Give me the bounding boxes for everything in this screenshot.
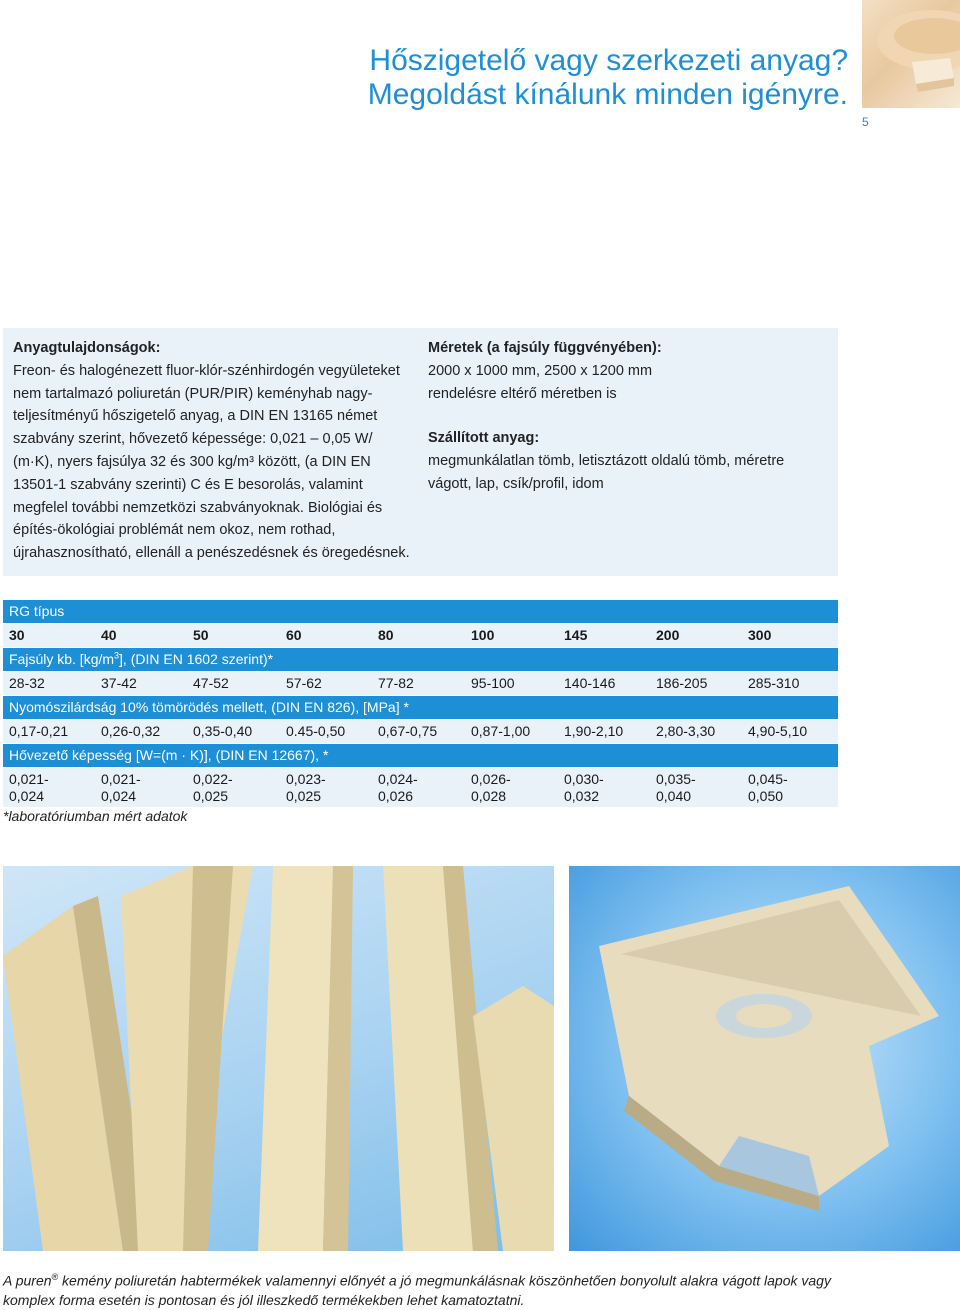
conductivity-cell-bottom: 0,028 xyxy=(471,788,507,804)
conductivity-cell-top: 0,030- xyxy=(564,771,604,787)
types-cell: 40 xyxy=(101,627,117,643)
density-cell: 140-146 xyxy=(564,675,616,691)
registered-mark: ® xyxy=(51,1272,59,1282)
compressive-cell: 0,35-0,40 xyxy=(193,723,253,739)
foam-boards-photo xyxy=(3,866,554,1251)
page-number: 5 xyxy=(862,115,869,129)
conductivity-cell-bottom: 0,032 xyxy=(564,788,600,804)
density-cell: 47-52 xyxy=(193,675,229,691)
conductivity-cell-top: 0,022- xyxy=(193,771,233,787)
compressive-cell: 0.45-0,50 xyxy=(286,723,346,739)
properties-line: (m·K), nyers fajsúlya 32 és 300 kg/m³ között, (a DIN EN xyxy=(13,453,371,470)
compressive-cell: 0,87-1,00 xyxy=(471,723,531,739)
conductivity-cell-bottom: 0,024 xyxy=(101,788,137,804)
conductivity-cell-bottom: 0,050 xyxy=(748,788,784,804)
conductivity-cell xyxy=(193,771,273,805)
properties-line: építés-ökológiai problémát nem okoz, nem rothad, xyxy=(13,522,336,539)
conductivity-row xyxy=(3,768,838,807)
compressive-cell: 0,26-0,32 xyxy=(101,723,161,739)
dimensions-line: 2000 x 1000 mm, 2500 x 1200 mm xyxy=(428,362,653,379)
density-cell: 57-62 xyxy=(286,675,322,691)
properties-line: Freon- és halogénezett fluor-klór-szénhirdogén vegyületeket xyxy=(13,362,400,379)
conductivity-cell xyxy=(286,771,366,805)
conductivity-cell xyxy=(564,771,644,805)
dimensions-line: rendelésre eltérő méretben is xyxy=(428,385,617,402)
types-cell: 145 xyxy=(564,627,588,643)
caption-text-start: A puren xyxy=(3,1272,52,1289)
properties-line: nem tartalmazó poliuretán (PUR/PIR) keményhab nagy- xyxy=(13,385,373,402)
types-cell: 300 xyxy=(748,627,772,643)
conductivity-cell-top: 0,026- xyxy=(471,771,511,787)
headline-line-2: Megoldást kínálunk minden igényre. xyxy=(367,78,848,111)
density-cell: 285-310 xyxy=(748,675,800,691)
density-cell: 28-32 xyxy=(9,675,45,691)
spec-table xyxy=(3,600,838,808)
dimensions-delivery xyxy=(428,337,828,496)
conductivity-cell-top: 0,045- xyxy=(748,771,788,787)
type-row xyxy=(3,624,838,647)
conductivity-cell-top: 0,021- xyxy=(101,771,141,787)
properties-line: teljesítményű hőszigetelő anyag, a DIN EN 13165 német xyxy=(13,408,378,425)
conductivity-cell-top: 0,024- xyxy=(378,771,418,787)
material-properties xyxy=(13,337,413,565)
delivery-line: megmunkálatlan tömb, letisztázott oldalú tömb, méretre xyxy=(428,453,785,470)
conductivity-cell-bottom: 0,025 xyxy=(193,788,229,804)
density-cell: 37-42 xyxy=(101,675,137,691)
caption-text: kemény poliuretán habtermékek valamennyi előnyét a jó megmunkálásnak köszönhetően bonyolult alakra vágott lapok vagy xyxy=(58,1272,831,1289)
compressive-cell: 0,17-0,21 xyxy=(9,723,69,739)
types-cell: 80 xyxy=(378,627,394,643)
compressive-cell: 1,90-2,10 xyxy=(564,723,624,739)
density-header xyxy=(3,648,838,671)
compressive-row xyxy=(3,720,838,743)
conductivity-cell-bottom: 0,025 xyxy=(286,788,322,804)
delivery-heading: Szállított anyag: xyxy=(428,430,540,447)
types-cell: 200 xyxy=(656,627,680,643)
photo-caption xyxy=(3,1268,903,1310)
conductivity-cell-top: 0,021- xyxy=(9,771,49,787)
conductivity-cell xyxy=(656,771,736,805)
properties-heading: Anyagtulajdonságok: xyxy=(13,340,161,356)
conductivity-cell-bottom: 0,040 xyxy=(656,788,692,804)
conductivity-cell-top: 0,023- xyxy=(286,771,326,787)
conductivity-cell xyxy=(101,771,181,805)
conductivity-header: Hővezető képesség [W=(m · K)], (DIN EN 12667), * xyxy=(3,744,838,767)
conductivity-cell-bottom: 0,026 xyxy=(378,788,414,804)
properties-line: megfelel további nemzetközi szabványoknak. Biológiai és xyxy=(13,499,383,516)
conductivity-cell-bottom: 0,024 xyxy=(9,788,45,804)
conductivity-cell xyxy=(748,771,828,805)
conductivity-cell xyxy=(378,771,458,805)
conductivity-cell xyxy=(471,771,551,805)
info-box xyxy=(3,328,838,576)
type-header: RG típus xyxy=(3,600,838,623)
types-cell: 50 xyxy=(193,627,209,643)
types-cell: 100 xyxy=(471,627,495,643)
compressive-header: Nyomószilárdság 10% tömörödés mellett, (DIN EN 826), [MPa] * xyxy=(3,696,838,719)
density-header-sup: 3 xyxy=(114,650,120,661)
machined-foam-part-photo xyxy=(569,866,960,1251)
properties-line: 13501-1 szabvány szerinti) C és E besorolás, valamint xyxy=(13,476,363,493)
density-cell: 186-205 xyxy=(656,675,708,691)
density-header-text-end: ], (DIN EN 1602 szerint)* xyxy=(119,651,274,667)
delivery-line: vágott, lap, csík/profil, idom xyxy=(428,475,604,492)
density-cell: 95-100 xyxy=(471,675,515,691)
dimensions-heading: Méretek (a fajsúly függvényében): xyxy=(428,340,662,356)
headline xyxy=(318,44,848,112)
table-footnote: *laboratóriumban mért adatok xyxy=(3,808,188,824)
conductivity-cell-top: 0,035- xyxy=(656,771,696,787)
caption-line-1 xyxy=(3,1268,903,1291)
headline-line-1: Hőszigetelő vagy szerkezeti anyag? xyxy=(369,44,848,77)
caption-line-2: komplex forma esetén is pontosan és jól illeszkedő termékekben lehet kamatoztatni. xyxy=(3,1291,525,1308)
compressive-cell: 0,67-0,75 xyxy=(378,723,438,739)
conductivity-cell xyxy=(9,771,89,805)
properties-line: szabvány szerint, hővezető képessége: 0,021 – 0,05 W/ xyxy=(13,431,373,448)
density-cell: 77-82 xyxy=(378,675,414,691)
types-cell: 60 xyxy=(286,627,302,643)
density-header-text: Fajsúly kb. [kg/m xyxy=(9,651,115,667)
properties-line: újrahasznosítható, ellenáll a penészedésnek és öregedésnek. xyxy=(13,545,410,562)
spacer xyxy=(428,405,828,427)
foam-disc-photo xyxy=(862,0,960,108)
compressive-cell: 2,80-3,30 xyxy=(656,723,716,739)
types-cell: 30 xyxy=(9,627,25,643)
compressive-cell: 4,90-5,10 xyxy=(748,723,808,739)
density-row xyxy=(3,672,838,695)
